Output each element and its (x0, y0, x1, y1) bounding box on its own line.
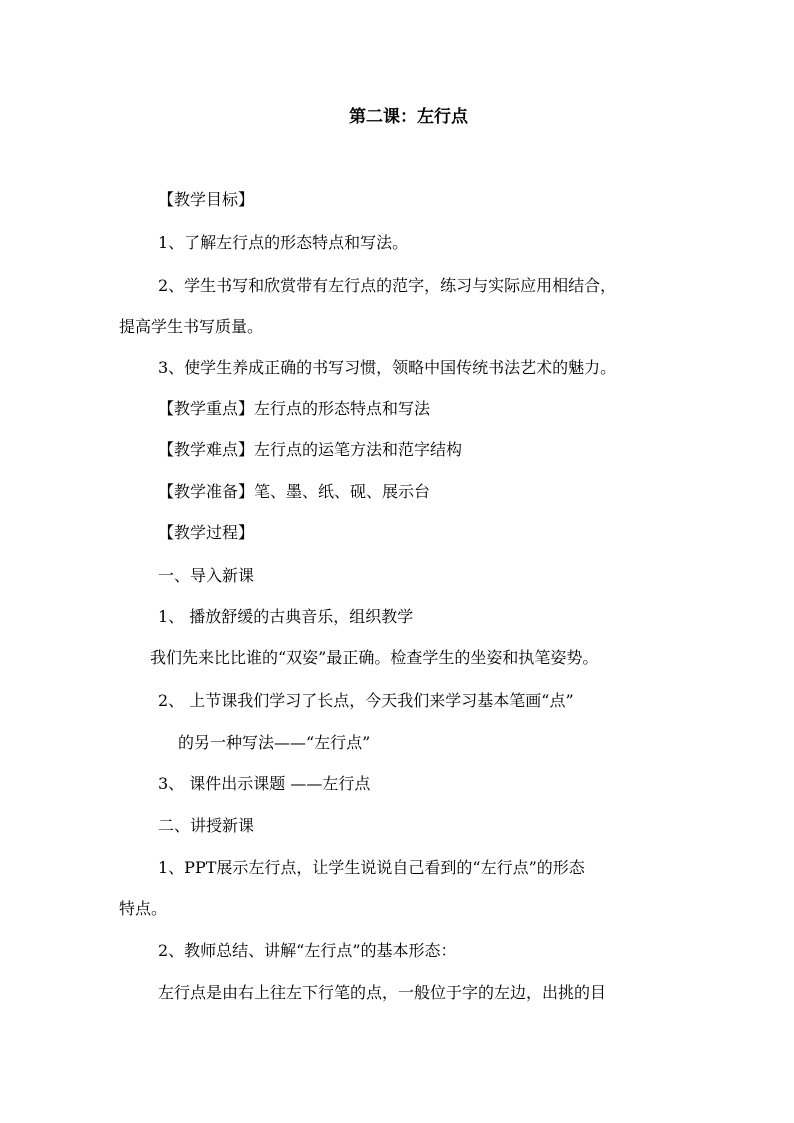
step-1: 1、 播放舒缓的古典音乐，组织教学 (158, 607, 414, 626)
difficult-point: 【教学难点】左行点的运笔方法和范字结构 (158, 440, 463, 459)
section-one-heading: 一、导入新课 (158, 566, 255, 585)
step-2-cont: 的另一种写法——“左行点” (178, 733, 371, 752)
step-2: 2、 上节课我们学习了长点，今天我们来学习基本笔画“点” (158, 691, 574, 710)
preparation: 【教学准备】笔、墨、纸、砚、展示台 (158, 482, 431, 501)
goal-item-3: 3、使学生养成正确的书写习惯，领略中国传统书法艺术的魅力。 (158, 358, 617, 377)
item-ppt-cont: 特点。 (119, 899, 168, 918)
heading-teaching-goals: 【教学目标】 (158, 190, 255, 209)
goal-item-1: 1、了解左行点的形态特点和写法。 (158, 233, 409, 252)
step-1-detail: 我们先来比比谁的“双姿”最正确。检查学生的坐姿和执笔姿势。 (150, 648, 599, 667)
goal-item-2: 2、学生书写和欣赏带有左行点的范字，练习与实际应用相结合， (158, 276, 617, 295)
key-point: 【教学重点】左行点的形态特点和写法 (158, 399, 431, 418)
step-3: 3、 课件出示课题 ——左行点 (158, 774, 371, 793)
section-two-heading: 二、讲授新课 (158, 816, 255, 835)
goal-item-2-cont: 提高学生书写质量。 (119, 317, 264, 336)
item-ppt: 1、PPT展示左行点，让学生说说自己看到的“左行点”的形态 (158, 858, 585, 877)
item-teacher-summary: 2、教师总结、讲解“左行点”的基本形态： (158, 941, 457, 960)
description-paragraph: 左行点是由右上往左下行笔的点，一般位于字的左边，出挑的目 (158, 983, 607, 1002)
heading-teaching-process: 【教学过程】 (158, 523, 255, 542)
document-title: 第二课：左行点 (349, 107, 468, 127)
